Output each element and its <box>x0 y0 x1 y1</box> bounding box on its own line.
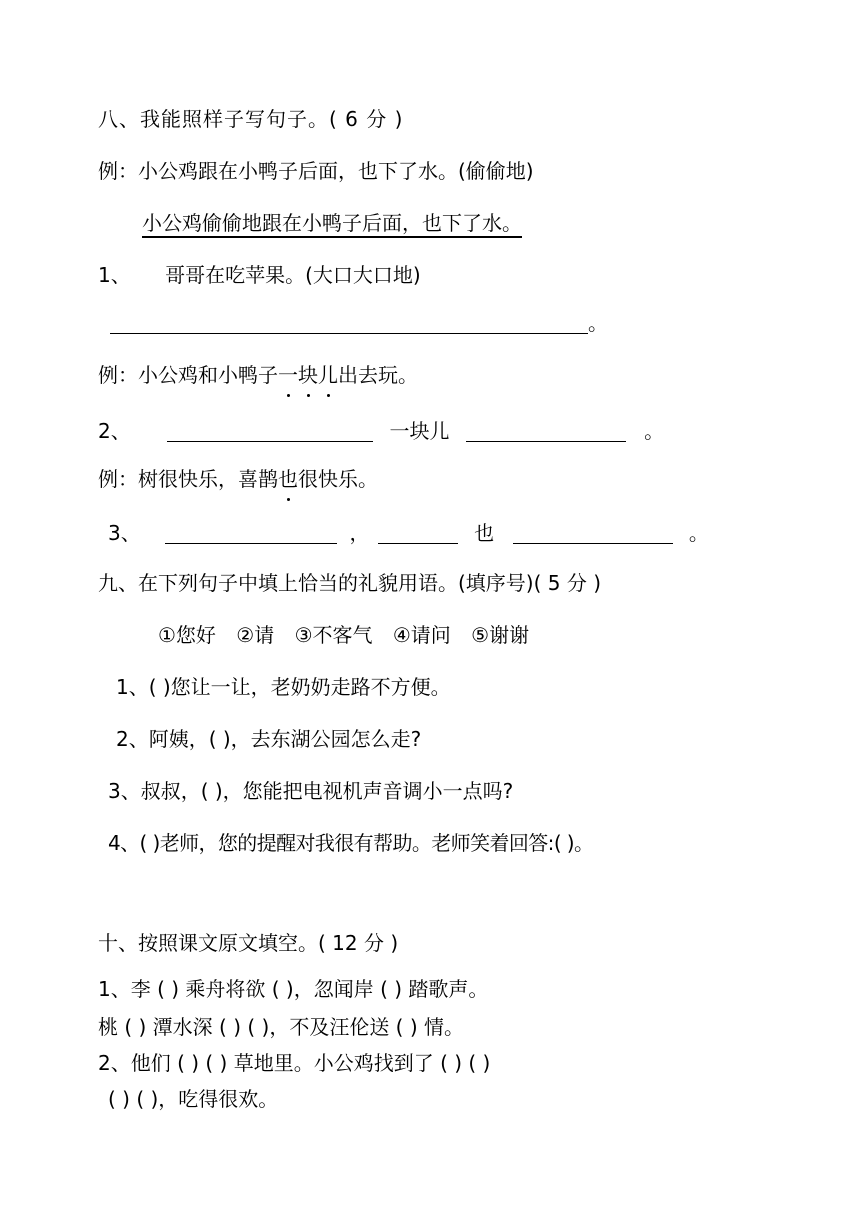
poem-line-2: 桃 ( ) 潭水深 ( ) ( )，不及汪伦送 ( ) 情。 <box>98 1015 464 1039</box>
question-3-period: 。 <box>688 521 709 545</box>
answer-blank[interactable] <box>165 523 337 544</box>
answer-blank[interactable] <box>110 313 588 334</box>
question-9-3: 3、叔叔，( )，您能把电视机声音调小一点吗? <box>108 779 514 803</box>
answer-blank[interactable] <box>167 421 373 442</box>
emphasis-char: 儿 <box>318 363 338 387</box>
question-3-middle: 也 <box>474 521 495 545</box>
question-9-1: 1、( )您让一让，老奶奶走路不方便。 <box>116 675 451 699</box>
section-9-title: 九、在下列句子中填上恰当的礼貌用语。(填序号)( 5 分 ) <box>98 571 602 595</box>
question-2-middle: 一块儿 <box>389 419 450 443</box>
example-1-answer: 小公鸡偷偷地跟在小鸭子后面，也下了水。 <box>142 211 522 235</box>
emphasis-char: 块 <box>298 363 318 387</box>
question-9-4: 4、( )老师，您的提醒对我很有帮助。老师笑着回答:( )。 <box>108 831 594 855</box>
section-8-title: 八、我能照样子写句子。( 6 分 ) <box>98 107 404 131</box>
question-3-comma: ， <box>349 521 370 545</box>
example-3-suffix: 很快乐。 <box>298 467 378 491</box>
question-1-answer-line <box>110 310 608 336</box>
question-3 <box>108 520 709 546</box>
example-2-suffix: 出去玩。 <box>338 363 418 387</box>
polite-options: ①您好 ②请 ③不客气 ④请问 ⑤谢谢 <box>158 623 530 647</box>
poem-line-1: 1、李 ( ) 乘舟将欲 ( )，忽闻岸 ( ) 踏歌声。 <box>98 977 489 1001</box>
answer-blank[interactable] <box>466 421 626 442</box>
question-2-number: 2、 <box>98 419 131 443</box>
emphasis-char: 也 <box>278 467 298 491</box>
question-3-number: 3、 <box>108 521 141 545</box>
emphasis-char: 一 <box>278 363 298 387</box>
section-10-title: 十、按照课文原文填空。( 12 分 ) <box>98 931 399 955</box>
question-9-2: 2、阿姨，( )，去东湖公园怎么走? <box>116 727 422 751</box>
answer-blank[interactable] <box>513 523 673 544</box>
example-3-prefix: 例：树很快乐，喜鹊 <box>98 467 278 491</box>
example-3 <box>98 466 378 492</box>
question-2 <box>98 418 664 444</box>
example-2-prefix: 例：小公鸡和小鸭子 <box>98 363 278 387</box>
question-1-period: 。 <box>588 311 608 335</box>
question-1: 1、 哥哥在吃苹果。(大口大口地) <box>98 263 421 287</box>
example-2 <box>98 362 418 388</box>
question-10-2-continued: ( ) ( )，吃得很欢。 <box>108 1087 279 1111</box>
question-10-2: 2、他们 ( ) ( ) 草地里。小公鸡找到了 ( ) ( ) <box>98 1051 491 1075</box>
question-2-period: 。 <box>644 419 665 443</box>
example-1: 例：小公鸡跟在小鸭子后面，也下了水。(偷偷地) <box>98 159 534 183</box>
answer-blank[interactable] <box>378 523 458 544</box>
